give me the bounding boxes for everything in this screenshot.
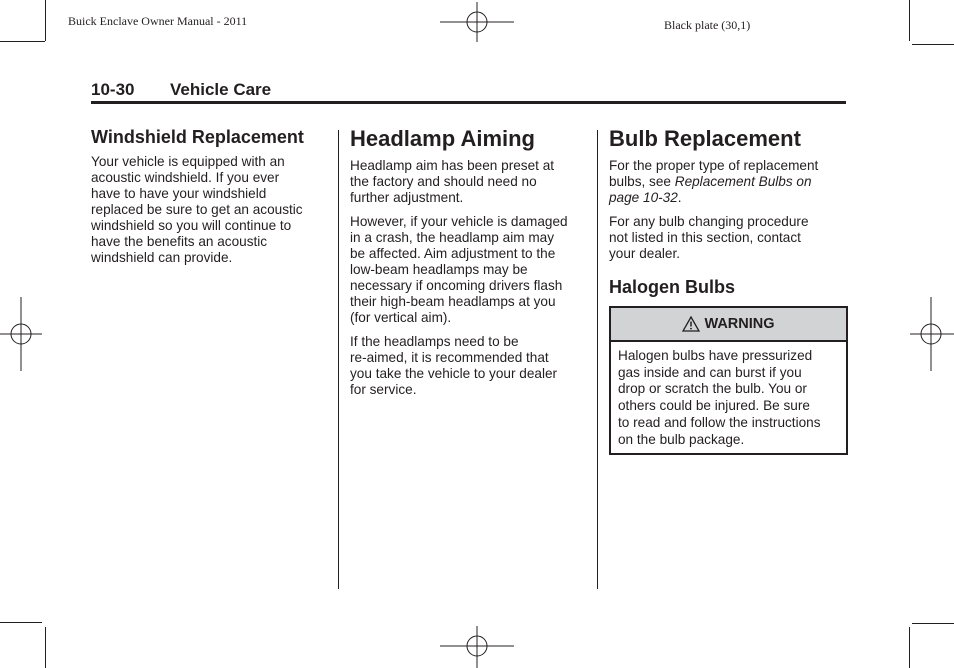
crop-mark	[45, 627, 46, 668]
body-paragraph: Your vehicle is equipped with an acoustic windshield. If you ever have to have your windshield replaced be sure to get an acoustic windshield so you will continue to have the benefits an acoustic windshield can provide.	[91, 154, 303, 265]
body-paragraph: Headlamp aim has been preset at the factory and should need no further adjustment.	[350, 158, 555, 205]
running-header	[91, 80, 846, 102]
body-paragraph: However, if your vehicle is damaged in a crash, the headlamp aim may be affected. Aim adjustment to the low-beam headlamps may be necessary if oncoming drivers flash their high-beam headlamps at you (for vertical aim).	[350, 214, 568, 325]
registration-mark-icon	[910, 297, 954, 371]
slug-left: Buick Enclave Owner Manual - 2011	[68, 14, 248, 28]
column-divider	[338, 130, 339, 589]
crop-mark	[909, 627, 910, 668]
crop-mark	[45, 0, 46, 41]
body-text: For the proper type of replacement bulbs, see	[609, 158, 819, 189]
section-heading: Headlamp Aiming	[350, 126, 535, 151]
cross-reference-link[interactable]: Replacement Bulbs on page 10-32	[609, 174, 812, 205]
section-title: Vehicle Care	[170, 80, 272, 99]
crop-mark	[0, 41, 45, 42]
registration-mark-icon	[0, 297, 42, 371]
registration-mark-icon	[440, 2, 514, 42]
registration-mark-icon	[440, 626, 514, 668]
crop-mark	[912, 44, 954, 45]
warning-title: WARNING	[704, 316, 775, 332]
body-paragraph	[609, 158, 849, 206]
crop-mark	[912, 623, 954, 624]
sub-heading: Halogen Bulbs	[609, 277, 736, 297]
body-text: .	[677, 190, 682, 205]
crop-mark	[0, 622, 42, 623]
header-rule	[91, 101, 846, 104]
column-headlamp	[350, 126, 590, 406]
section-heading: Bulb Replacement	[609, 126, 801, 151]
page-number: 10-30	[91, 80, 135, 99]
slug-right: Black plate (30,1)	[664, 18, 751, 32]
warning-body: Halogen bulbs have pressurized gas inside and can burst if you drop or scratch the bulb. You or others could be injured. Be sure to read and follow the instructions on the bulb package.	[618, 348, 821, 447]
section-heading: Windshield Replacement	[91, 127, 304, 147]
crop-mark	[909, 0, 910, 41]
body-paragraph: For any bulb changing procedure not listed in this section, contact your dealer.	[609, 214, 809, 261]
warning-header	[611, 308, 846, 342]
warning-box	[609, 306, 848, 455]
warning-triangle-icon	[682, 316, 700, 332]
column-windshield	[91, 126, 331, 274]
column-divider	[597, 130, 598, 589]
body-paragraph: If the headlamps need to be re-aimed, it is recommended that you take the vehicle to your dealer for service.	[350, 334, 558, 397]
column-bulb	[609, 126, 849, 304]
